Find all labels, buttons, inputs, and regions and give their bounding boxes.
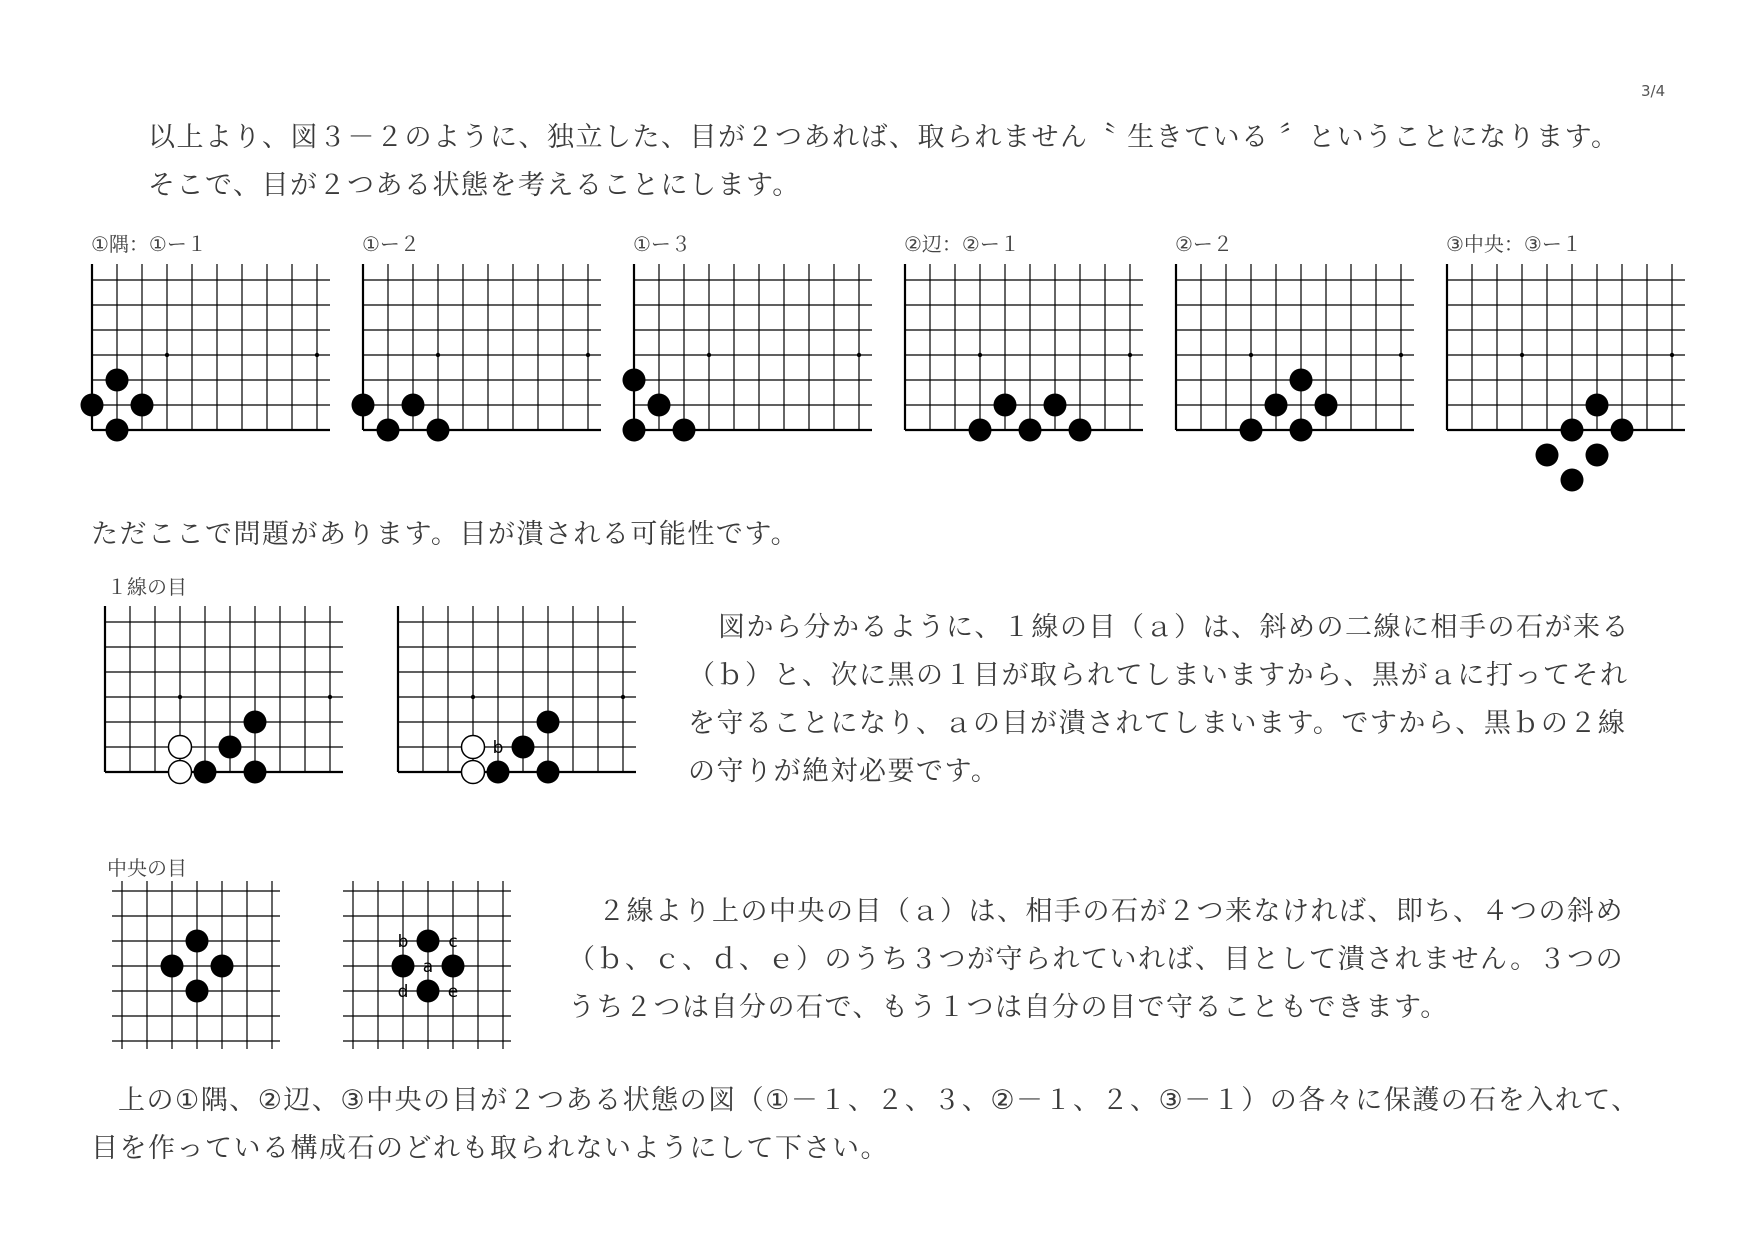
black-stone [969,419,992,442]
star-point [436,353,440,357]
point-marker-b: b [492,738,504,758]
point-marker-b: b [397,932,409,952]
board-grid [112,881,280,1049]
diagram-label-edge-1: ②辺：②ー１ [904,232,1020,256]
black-stone [186,980,209,1003]
black-stone [377,419,400,442]
first-line-para-4: の守りが絶対必要です。 [688,756,1000,787]
first-line-para-2: （ｂ）と、次に黒の１目が取られてしまいますから、黒がａに打ってそれ [688,660,1629,691]
first-line-eye-label: １線の目 [107,575,187,599]
white-stone [169,736,192,759]
black-stone [1240,419,1263,442]
intro-line-1: 以上より、図３－２のように、独立した、目が２つあれば、取られません〝 生きている 〞ということになります。 [148,122,1620,153]
black-stone [417,930,440,953]
star-point [1399,353,1403,357]
black-stone [1561,419,1584,442]
diagram-label-edge-2: ②ー２ [1175,232,1233,256]
star-point [1520,353,1524,357]
board-grid [905,264,1143,430]
closing-line-2: 目を作っている構成石のどれも取られないようにして下さい。 [91,1133,889,1164]
star-point [328,695,332,699]
black-stone [1069,419,1092,442]
point-marker-d: d [397,982,409,1002]
point-marker-a: a [492,763,504,783]
black-stone [244,761,267,784]
black-stone [427,419,450,442]
black-stone [219,736,242,759]
star-point [857,353,861,357]
black-stone [106,419,129,442]
black-stone [1536,444,1559,467]
black-stone [186,930,209,953]
center-para-1: ２線より上の中央の目（ａ）は、相手の石が２つ来なければ、即ち、４つの斜め [598,896,1624,927]
black-stone [512,736,535,759]
white-stone [169,761,192,784]
black-stone [1315,394,1338,417]
black-stone [1044,394,1067,417]
black-stone [537,761,560,784]
black-stone [1290,419,1313,442]
point-marker-e: e [447,982,459,1002]
black-stone [1586,394,1609,417]
board-center-eye-2 [343,881,533,1021]
black-stone [623,369,646,392]
board-grid [1447,264,1685,430]
black-stone [392,955,415,978]
star-point [978,353,982,357]
star-point [315,353,319,357]
board-grid [1176,264,1414,430]
star-point [1670,353,1674,357]
black-stone [673,419,696,442]
black-stone [1611,419,1634,442]
black-stone [1561,469,1584,492]
center-para-3: うち２つは自分の石で、もう１つは自分の目で守ることもできます。 [568,992,1449,1023]
board-firstline-1 [89,600,349,790]
first-line-para-3: を守ることになり、ａの目が潰されてしまいます。ですから、黒ｂの２線 [688,708,1627,739]
diagram-label-corner-3: ①ー３ [633,232,691,256]
board-grid [92,264,330,430]
star-point [1128,353,1132,357]
board-corner-3 [618,258,878,448]
star-point [165,353,169,357]
black-stone [1019,419,1042,442]
board-edge-2 [1160,258,1420,448]
black-stone [1586,444,1609,467]
black-stone [161,955,184,978]
white-stone [462,736,485,759]
black-stone [994,394,1017,417]
star-point [1249,353,1253,357]
closing-line-1: 上の①隅、②辺、③中央の目が２つある状態の図（①－１、２、３、②－１、２、③－１）の各々に保護の石を入れて、 [118,1085,1640,1116]
diagram-label-center-1: ③中央：③ー１ [1446,232,1582,256]
white-stone [462,761,485,784]
star-point [178,695,182,699]
black-stone [211,955,234,978]
black-stone [244,711,267,734]
star-point [471,695,475,699]
point-marker-a: a [422,957,434,977]
center-eye-label: 中央の目 [107,856,187,880]
board-edge-1 [889,258,1149,448]
black-stone [402,394,425,417]
diagram-label-corner-1: ①隅：①ー１ [91,232,207,256]
black-stone [81,394,104,417]
black-stone [1290,369,1313,392]
intro-line-2: そこで、目が２つある状態を考えることにします。 [148,170,801,201]
black-stone [131,394,154,417]
point-marker-c: c [448,932,458,952]
page-number: 3/4 [1641,82,1666,100]
black-stone [194,761,217,784]
star-point [586,353,590,357]
black-stone [623,419,646,442]
black-stone [537,711,560,734]
board-corner-2 [347,258,607,448]
diagram-label-corner-2: ①ー２ [362,232,420,256]
center-para-2: （ｂ、ｃ、ｄ、ｅ）のうち３つが守られていれば、目として潰されません。３つの [568,944,1625,975]
black-stone [648,394,671,417]
board-center-1 [1431,258,1691,448]
black-stone [106,369,129,392]
board-grid [363,264,601,430]
star-point [621,695,625,699]
board-corner-1 [76,258,336,448]
problem-line: ただここで問題があります。目が潰される可能性です。 [91,519,800,550]
first-line-para-1: 図から分かるように、１線の目（ａ）は、斜めの二線に相手の石が来る [718,612,1630,643]
black-stone [417,980,440,1003]
board-center-eye-1 [112,881,302,1021]
black-stone [1265,394,1288,417]
star-point [707,353,711,357]
board-firstline-2 [382,600,642,790]
black-stone [352,394,375,417]
black-stone [442,955,465,978]
